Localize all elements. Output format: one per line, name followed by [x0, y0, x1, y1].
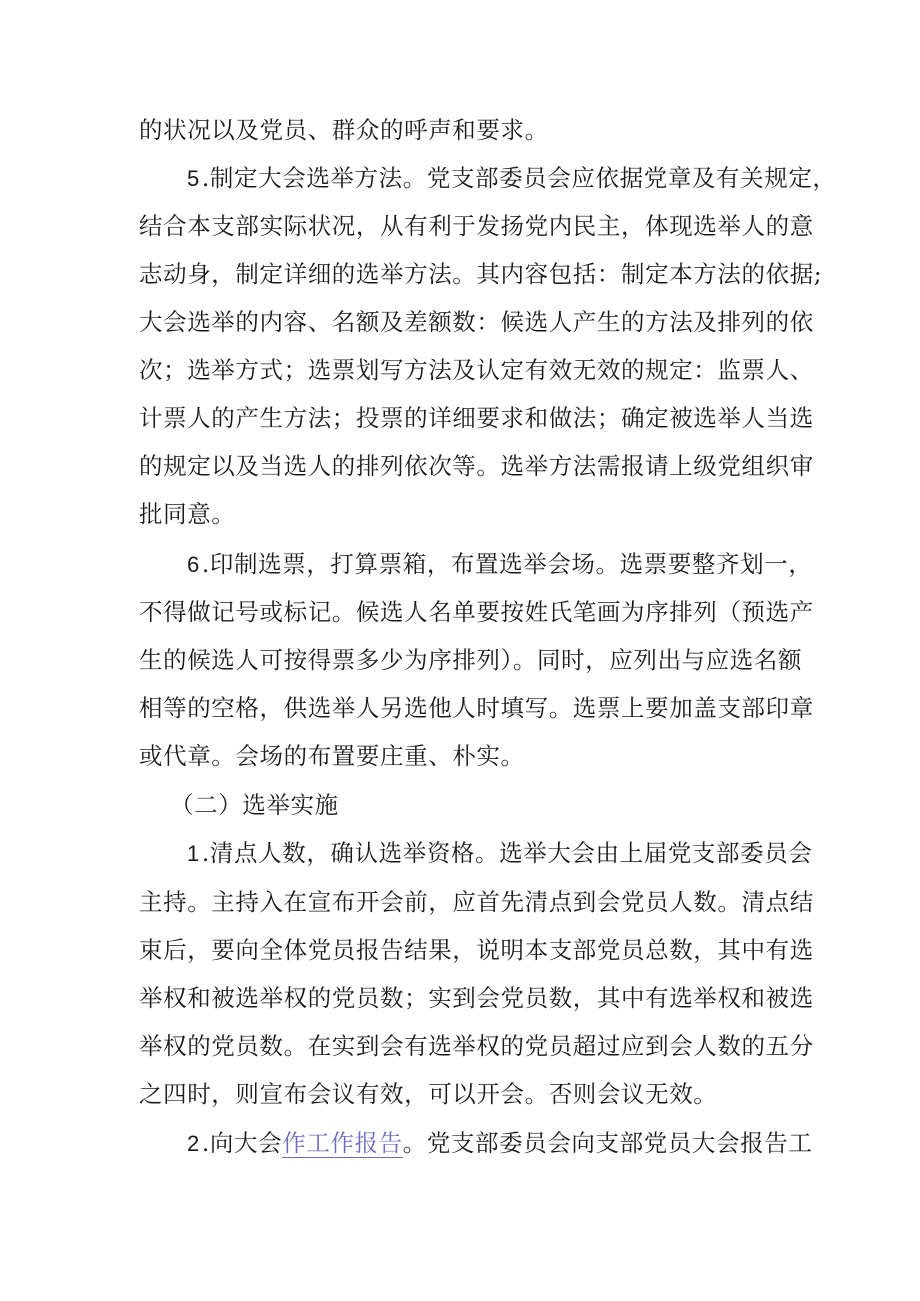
paragraph-1-line-2: 主持。主持入在宣布开会前，应首先清点到会党员人数。清点结 — [139, 888, 814, 916]
paragraph-2-line-1 — [187, 1128, 812, 1159]
paragraph-6-line-1 — [187, 549, 812, 580]
paragraph-intro-line-1: 的状况以及党员、群众的呼声和要求。 — [139, 116, 549, 144]
paragraph-1-line-3: 束后，要向全体党员报告结果，说明本支部党员总数，其中有选 — [139, 936, 814, 964]
paragraph-6-number: 6 — [187, 552, 200, 577]
paragraph-6-line-4: 相等的空格，供选举人另选他人时填写。选票上要加盖支部印章 — [139, 694, 814, 722]
paragraph-5-line-5: 次；选举方式；选票划写方法及认定有效无效的规定：监票人、 — [139, 356, 814, 384]
paragraph-1-line-5: 举权的党员数。在实到会有选举权的党员超过应到会人数的五分 — [139, 1032, 814, 1060]
paragraph-6-line-2: 不得做记号或标记。候选人名单要按姓氏笔画为序排列（预选产 — [139, 598, 814, 626]
paragraph-6-line-1-text: .印制选票，打算票箱，布置选举会场。选票要整齐划一， — [201, 550, 813, 578]
paragraph-1-line-1-text: .清点人数，确认选举资格。选举大会由上届党支部委员会 — [201, 839, 813, 867]
paragraph-1-line-6: 之四时，则宣布会议有效，可以开会。否则会议无效。 — [139, 1080, 718, 1108]
paragraph-5-line-3: 志动身，制定详细的选举方法。其内容包括：制定本方法的依据; — [139, 260, 823, 288]
paragraph-1-number: 1 — [187, 841, 200, 866]
paragraph-1-line-1 — [187, 838, 812, 869]
paragraph-5-line-1-text: .制定大会选举方法。党支部委员会应依据党章及有关规定， — [201, 164, 837, 192]
work-report-link[interactable]: 作工作报告 — [282, 1129, 403, 1157]
section-heading-election-implementation: （二）选举实施 — [170, 791, 339, 819]
paragraph-2-line-1-suffix: 。党支部委员会向支部党员大会报告工 — [402, 1129, 813, 1157]
paragraph-1-line-4: 举权和被选举权的党员数；实到会党员数，其中有选举权和被选 — [139, 984, 814, 1012]
paragraph-6-line-3: 生的候选人可按得票多少为序排列）。同时，应列出与应选名额 — [139, 646, 803, 674]
paragraph-6-line-5: 或代章。会场的布置要庄重、朴实。 — [139, 742, 525, 770]
paragraph-5-number: 5 — [187, 166, 200, 191]
paragraph-5-line-7: 的规定以及当选人的排列依次等。选举方法需报请上级党组织审 — [139, 452, 814, 480]
paragraph-5-line-8: 批同意。 — [139, 500, 236, 528]
paragraph-5-line-4: 大会选举的内容、名额及差额数：候选人产生的方法及排列的依 — [139, 308, 814, 336]
paragraph-5-line-2: 结合本支部实际状况，从有利于发扬党内民主，体现选举人的意 — [139, 212, 814, 240]
paragraph-5-line-6: 计票人的产生方法；投票的详细要求和做法；确定被选举人当选 — [139, 404, 814, 432]
paragraph-2-number: 2 — [187, 1131, 200, 1156]
paragraph-5-line-1 — [187, 163, 837, 194]
paragraph-2-line-1-prefix: .向大会 — [201, 1129, 283, 1157]
